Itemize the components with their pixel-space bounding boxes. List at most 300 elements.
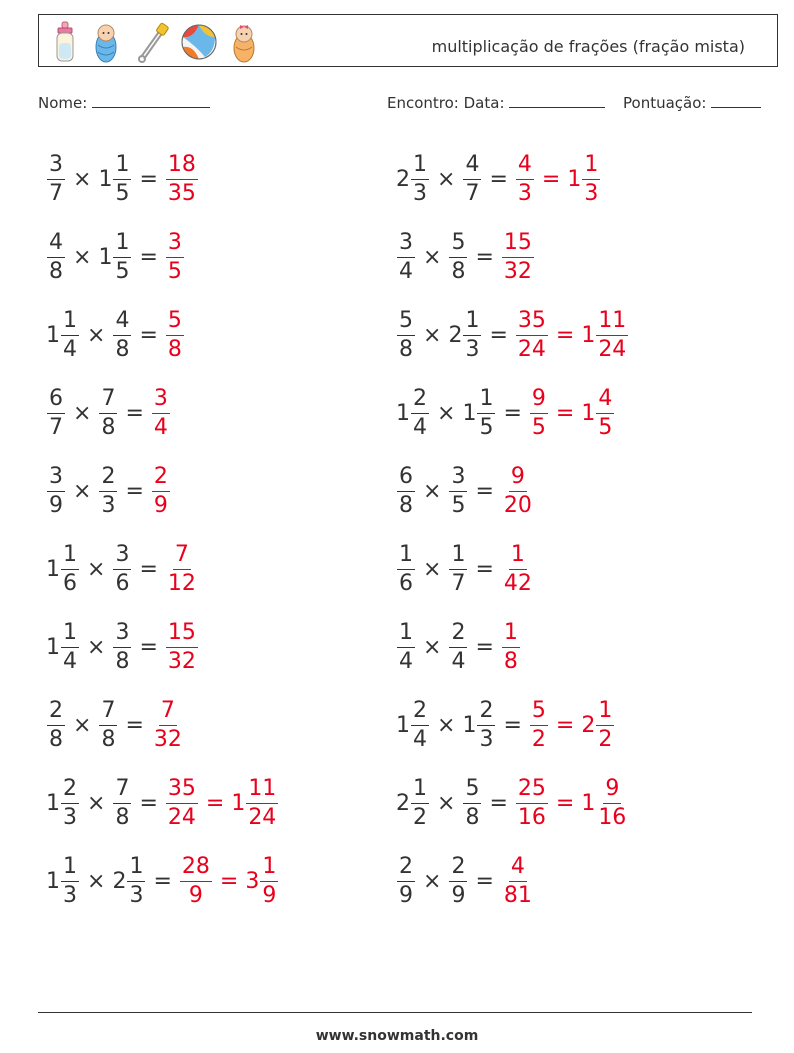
answer-improper-numerator: 35	[516, 310, 548, 336]
times-sign: ×	[437, 400, 456, 426]
right-problem	[396, 296, 629, 374]
answer-improper-denominator: 20	[503, 492, 532, 518]
factor-a-number	[396, 463, 416, 518]
factor-a-denominator: 6	[399, 570, 413, 596]
factor-b-fraction	[99, 463, 117, 518]
answer-improper-number	[501, 619, 521, 674]
factor-a-whole: 2	[396, 790, 410, 816]
factor-b-denominator: 3	[465, 336, 480, 362]
answer-mixed-fraction	[596, 385, 614, 440]
factor-a-whole: 1	[46, 322, 60, 348]
factor-b-number	[462, 697, 496, 752]
times-sign: ×	[423, 868, 442, 894]
left-problem	[46, 296, 185, 374]
answer-improper-denominator: 81	[503, 882, 532, 908]
right-problem	[396, 764, 629, 842]
factor-a-fraction	[61, 541, 79, 596]
answer-improper-denominator: 9	[188, 882, 203, 908]
factor-b-denominator: 3	[479, 726, 494, 752]
factor-a-denominator: 4	[413, 414, 427, 440]
factor-a-number	[46, 307, 80, 362]
factor-a-number	[396, 775, 430, 830]
factor-b-fraction	[449, 619, 467, 674]
answer-improper-numerator: 7	[159, 700, 177, 726]
factor-b-fraction	[449, 463, 467, 518]
worksheet-header	[38, 14, 778, 67]
answer-mixed-denominator: 24	[248, 804, 277, 830]
answer-improper-numerator: 3	[152, 388, 170, 414]
times-sign: ×	[437, 712, 456, 738]
factor-a-denominator: 8	[49, 726, 63, 752]
factor-a-denominator: 8	[399, 336, 413, 362]
footer-divider	[38, 1012, 752, 1013]
answer	[165, 775, 279, 830]
factor-b-number	[112, 541, 132, 596]
answer-improper-numerator: 4	[516, 154, 534, 180]
factor-a-number	[396, 385, 430, 440]
factor-a-fraction	[47, 151, 65, 206]
factor-b-denominator: 3	[129, 882, 144, 908]
answer-improper-fraction	[502, 229, 534, 284]
left-problem	[46, 452, 171, 530]
answer-improper-numerator: 4	[509, 856, 527, 882]
answer-mixed-number	[231, 775, 279, 830]
factor-b-denominator: 9	[451, 882, 466, 908]
right-problem	[396, 218, 535, 296]
factor-a-number	[396, 853, 416, 908]
answer-mixed-fraction	[246, 775, 278, 830]
factor-a-number	[46, 385, 66, 440]
answer-equals-sign: =	[555, 400, 575, 426]
baby-bottle-icon	[53, 21, 77, 63]
factor-a-number	[46, 853, 80, 908]
left-problem	[46, 374, 171, 452]
factor-b-numerator: 1	[113, 154, 131, 180]
factor-b-fraction	[99, 385, 117, 440]
answer-mixed-numerator: 11	[246, 778, 278, 804]
factor-a-number	[46, 463, 66, 518]
factor-b-numerator: 1	[463, 310, 481, 336]
factor-b-denominator: 8	[115, 336, 130, 362]
name-field[interactable]	[38, 93, 210, 112]
factor-a-whole: 1	[396, 400, 410, 426]
answer	[501, 541, 535, 596]
answer-improper-numerator: 2	[152, 466, 170, 492]
answer-equals-sign: =	[205, 790, 225, 816]
equals-sign: =	[139, 790, 158, 816]
factor-b-denominator: 5	[451, 492, 466, 518]
answer-improper-denominator: 32	[153, 726, 182, 752]
answer-improper-fraction	[516, 151, 534, 206]
factor-a-fraction	[61, 619, 79, 674]
equals-sign: =	[125, 400, 144, 426]
answer-equals-sign: =	[219, 868, 239, 894]
equals-sign: =	[503, 400, 522, 426]
equals-sign: =	[139, 166, 158, 192]
factor-a-numerator: 1	[397, 622, 415, 648]
answer-improper-fraction	[180, 853, 212, 908]
times-sign: ×	[423, 322, 442, 348]
times-sign: ×	[73, 244, 92, 270]
right-problem	[396, 140, 601, 218]
answer-improper-fraction	[166, 229, 184, 284]
factor-b-number	[448, 229, 468, 284]
factor-b-numerator: 4	[113, 310, 131, 336]
answer-improper-denominator: 24	[517, 336, 546, 362]
answer	[165, 307, 185, 362]
factor-b-number	[448, 619, 468, 674]
factor-b-fraction	[449, 229, 467, 284]
factor-a-denominator: 7	[49, 180, 63, 206]
factor-b-fraction	[463, 307, 481, 362]
right-problem	[396, 452, 535, 530]
equals-sign: =	[503, 712, 522, 738]
factor-a-denominator: 9	[399, 882, 413, 908]
answer-improper-number	[151, 385, 171, 440]
factor-b-fraction	[463, 775, 481, 830]
factor-a-number	[46, 775, 80, 830]
name-label: Nome:	[38, 94, 88, 112]
answer-improper-number	[179, 853, 213, 908]
answer-improper-numerator: 28	[180, 856, 212, 882]
factor-a-fraction	[397, 619, 415, 674]
answer-improper-numerator: 15	[166, 622, 198, 648]
factor-b-numerator: 2	[449, 856, 467, 882]
answer-improper-number	[165, 229, 185, 284]
answer	[165, 541, 199, 596]
answer-improper-fraction	[152, 385, 170, 440]
factor-b-numerator: 2	[449, 622, 467, 648]
answer	[501, 853, 535, 908]
answer-improper-number	[501, 541, 535, 596]
answer-improper-fraction	[152, 697, 184, 752]
answer-improper-number	[165, 775, 199, 830]
equals-sign: =	[139, 322, 158, 348]
answer	[165, 619, 199, 674]
factor-b-number	[448, 541, 468, 596]
answer-improper-fraction	[166, 541, 198, 596]
factor-a-number	[396, 229, 416, 284]
factor-a-numerator: 5	[397, 310, 415, 336]
answer-mixed-denominator: 2	[598, 726, 613, 752]
factor-a-fraction	[47, 463, 65, 518]
worksheet-title: multiplicação de frações (fração mista)	[431, 37, 745, 56]
factor-b-number	[112, 853, 146, 908]
factor-b-numerator: 1	[113, 232, 131, 258]
answer-mixed-whole: 3	[245, 868, 260, 894]
factor-a-numerator: 2	[61, 778, 79, 804]
answer	[179, 853, 279, 908]
answer-improper-denominator: 42	[503, 570, 532, 596]
answer-improper-number	[515, 775, 549, 830]
answer-improper-denominator: 12	[167, 570, 196, 596]
factor-b-whole: 2	[448, 322, 463, 348]
factor-a-denominator: 7	[49, 414, 63, 440]
safety-pin-icon	[135, 21, 169, 63]
factor-a-denominator: 3	[413, 180, 427, 206]
factor-b-number	[112, 775, 132, 830]
factor-a-whole: 1	[46, 868, 60, 894]
answer-improper-fraction	[166, 151, 198, 206]
factor-b-fraction	[113, 541, 131, 596]
answer-improper-denominator: 3	[517, 180, 532, 206]
factor-a-fraction	[47, 385, 65, 440]
factor-b-numerator: 7	[99, 388, 117, 414]
factor-b-number	[98, 151, 132, 206]
name-blank[interactable]	[92, 93, 210, 108]
factor-a-numerator: 1	[61, 622, 79, 648]
factor-a-whole: 1	[46, 790, 60, 816]
factor-b-number	[98, 385, 118, 440]
left-problem	[46, 140, 199, 218]
answer-mixed-number	[581, 385, 615, 440]
answer	[165, 151, 199, 206]
factor-b-denominator: 8	[115, 648, 130, 674]
factor-a-numerator: 6	[397, 466, 415, 492]
answer-improper-fraction	[530, 697, 548, 752]
answer	[515, 307, 629, 362]
times-sign: ×	[87, 322, 106, 348]
answer	[151, 697, 185, 752]
answer-improper-numerator: 5	[530, 700, 548, 726]
answer-improper-numerator: 7	[173, 544, 191, 570]
answer-mixed-whole: 1	[231, 790, 246, 816]
times-sign: ×	[73, 166, 92, 192]
times-sign: ×	[73, 712, 92, 738]
answer	[501, 619, 521, 674]
factor-b-denominator: 8	[115, 804, 130, 830]
answer-mixed-numerator: 1	[596, 700, 614, 726]
factor-b-fraction	[477, 697, 495, 752]
factor-a-numerator: 1	[61, 310, 79, 336]
factor-a-whole: 2	[396, 166, 410, 192]
factor-b-whole: 2	[112, 868, 127, 894]
equals-sign: =	[139, 244, 158, 270]
answer-improper-number	[151, 463, 171, 518]
answer-improper-numerator: 1	[502, 622, 520, 648]
answer-mixed-denominator: 5	[598, 414, 613, 440]
factor-a-numerator: 4	[47, 232, 65, 258]
answer-improper-numerator: 18	[166, 154, 198, 180]
factor-a-denominator: 4	[399, 648, 413, 674]
answer-improper-denominator: 35	[167, 180, 196, 206]
answer-improper-fraction	[152, 463, 170, 518]
answer-improper-number	[515, 151, 535, 206]
answer-improper-number	[529, 697, 549, 752]
times-sign: ×	[87, 634, 106, 660]
factor-a-denominator: 4	[63, 336, 77, 362]
factor-a-numerator: 1	[397, 544, 415, 570]
equals-sign: =	[475, 478, 494, 504]
factor-a-fraction	[47, 697, 65, 752]
answer-improper-fraction	[502, 463, 534, 518]
factor-b-denominator: 8	[101, 414, 116, 440]
equals-sign: =	[475, 556, 494, 582]
times-sign: ×	[87, 790, 106, 816]
factor-a-number	[396, 697, 430, 752]
factor-a-whole: 1	[396, 712, 410, 738]
factor-b-denominator: 7	[465, 180, 480, 206]
answer-improper-denominator: 4	[153, 414, 168, 440]
left-problem	[46, 608, 199, 686]
answer	[151, 385, 171, 440]
factor-b-number	[462, 385, 496, 440]
meeting-date-field[interactable]	[387, 93, 605, 112]
times-sign: ×	[87, 556, 106, 582]
factor-a-denominator: 8	[399, 492, 413, 518]
answer-improper-number	[501, 229, 535, 284]
factor-a-number	[396, 541, 416, 596]
factor-a-fraction	[61, 853, 79, 908]
factor-b-denominator: 7	[451, 570, 466, 596]
times-sign: ×	[423, 478, 442, 504]
answer-improper-numerator: 35	[166, 778, 198, 804]
answer-improper-denominator: 2	[531, 726, 546, 752]
factor-b-fraction	[99, 697, 117, 752]
factor-a-numerator: 3	[47, 466, 65, 492]
factor-b-denominator: 5	[115, 258, 130, 284]
answer-equals-sign: =	[555, 790, 575, 816]
answer-improper-denominator: 32	[503, 258, 532, 284]
answer	[529, 697, 615, 752]
answer-improper-denominator: 5	[167, 258, 182, 284]
factor-b-numerator: 3	[113, 622, 131, 648]
factor-a-fraction	[47, 229, 65, 284]
factor-b-numerator: 1	[127, 856, 145, 882]
factor-a-numerator: 1	[411, 778, 429, 804]
factor-b-fraction	[463, 151, 481, 206]
factor-b-fraction	[449, 853, 467, 908]
answer-improper-numerator: 9	[530, 388, 548, 414]
answer-improper-number	[165, 619, 199, 674]
factor-a-fraction	[61, 775, 79, 830]
right-problem	[396, 686, 615, 764]
answer-improper-number	[501, 853, 535, 908]
answer-mixed-number	[245, 853, 279, 908]
answer-improper-fraction	[502, 541, 534, 596]
factor-a-denominator: 8	[49, 258, 63, 284]
factor-a-number	[46, 619, 80, 674]
answer-mixed-numerator: 1	[582, 154, 600, 180]
factor-b-denominator: 4	[451, 648, 466, 674]
answer-mixed-whole: 1	[581, 400, 596, 426]
times-sign: ×	[87, 868, 106, 894]
left-problem	[46, 530, 199, 608]
factor-a-fraction	[411, 775, 429, 830]
factor-a-denominator: 9	[49, 492, 63, 518]
factor-b-denominator: 5	[479, 414, 494, 440]
right-problem	[396, 842, 535, 920]
factor-b-numerator: 7	[99, 700, 117, 726]
factor-b-number	[98, 463, 118, 518]
equals-sign: =	[489, 790, 508, 816]
factor-b-number	[112, 307, 132, 362]
factor-a-numerator: 2	[411, 388, 429, 414]
factor-b-numerator: 5	[449, 232, 467, 258]
answer-mixed-fraction	[596, 775, 628, 830]
answer-improper-number	[515, 307, 549, 362]
equals-sign: =	[475, 634, 494, 660]
answer-mixed-fraction	[260, 853, 278, 908]
factor-a-fraction	[411, 385, 429, 440]
answer-improper-denominator: 8	[503, 648, 518, 674]
answer-mixed-number	[581, 775, 629, 830]
factor-a-fraction	[397, 541, 415, 596]
equals-sign: =	[475, 244, 494, 270]
factor-b-whole: 1	[462, 400, 477, 426]
answer-improper-numerator: 1	[509, 544, 527, 570]
answer-improper-denominator: 32	[167, 648, 196, 674]
factor-b-numerator: 1	[449, 544, 467, 570]
factor-b-denominator: 5	[115, 180, 130, 206]
answer-improper-numerator: 25	[516, 778, 548, 804]
answer-improper-denominator: 16	[517, 804, 546, 830]
score-field[interactable]	[623, 93, 761, 112]
answer-mixed-whole: 2	[581, 712, 596, 738]
answer-mixed-number	[567, 151, 601, 206]
answer	[515, 775, 629, 830]
factor-b-fraction	[113, 619, 131, 674]
factor-a-numerator: 2	[47, 700, 65, 726]
answer-improper-fraction	[516, 775, 548, 830]
answer-improper-number	[165, 541, 199, 596]
factor-a-fraction	[61, 307, 79, 362]
right-problem	[396, 608, 521, 686]
right-problem	[396, 374, 615, 452]
factor-a-numerator: 6	[47, 388, 65, 414]
factor-b-denominator: 6	[115, 570, 130, 596]
factor-b-number	[462, 151, 482, 206]
left-problem	[46, 842, 279, 920]
times-sign: ×	[73, 400, 92, 426]
factor-a-number	[396, 619, 416, 674]
factor-a-number	[46, 541, 80, 596]
factor-a-fraction	[411, 697, 429, 752]
answer-mixed-denominator: 3	[584, 180, 599, 206]
factor-a-fraction	[397, 463, 415, 518]
right-problem	[396, 530, 535, 608]
factor-a-denominator: 4	[63, 648, 77, 674]
answer-mixed-whole: 1	[581, 322, 596, 348]
factor-a-denominator: 3	[63, 804, 77, 830]
answer-mixed-number	[581, 307, 629, 362]
baby-girl-icon	[231, 21, 257, 63]
factor-b-whole: 1	[98, 244, 113, 270]
times-sign: ×	[437, 166, 456, 192]
answer-improper-denominator: 24	[167, 804, 196, 830]
date-blank[interactable]	[509, 93, 605, 108]
factor-b-number	[98, 697, 118, 752]
meeting-date-label: Encontro: Data:	[387, 94, 505, 112]
factor-a-number	[396, 151, 430, 206]
answer-improper-number	[151, 697, 185, 752]
answer-mixed-numerator: 11	[596, 310, 628, 336]
answer	[529, 385, 615, 440]
factor-b-number	[112, 619, 132, 674]
factor-b-number	[448, 463, 468, 518]
score-blank[interactable]	[711, 93, 761, 108]
factor-b-numerator: 5	[463, 778, 481, 804]
answer-mixed-fraction	[596, 697, 614, 752]
answer-improper-denominator: 5	[531, 414, 546, 440]
answer-improper-number	[501, 463, 535, 518]
factor-a-number	[46, 697, 66, 752]
answer-mixed-numerator: 1	[260, 856, 278, 882]
answer-mixed-numerator: 4	[596, 388, 614, 414]
answer-improper-numerator: 9	[509, 466, 527, 492]
factor-a-numerator: 1	[61, 544, 79, 570]
factor-b-numerator: 1	[477, 388, 495, 414]
